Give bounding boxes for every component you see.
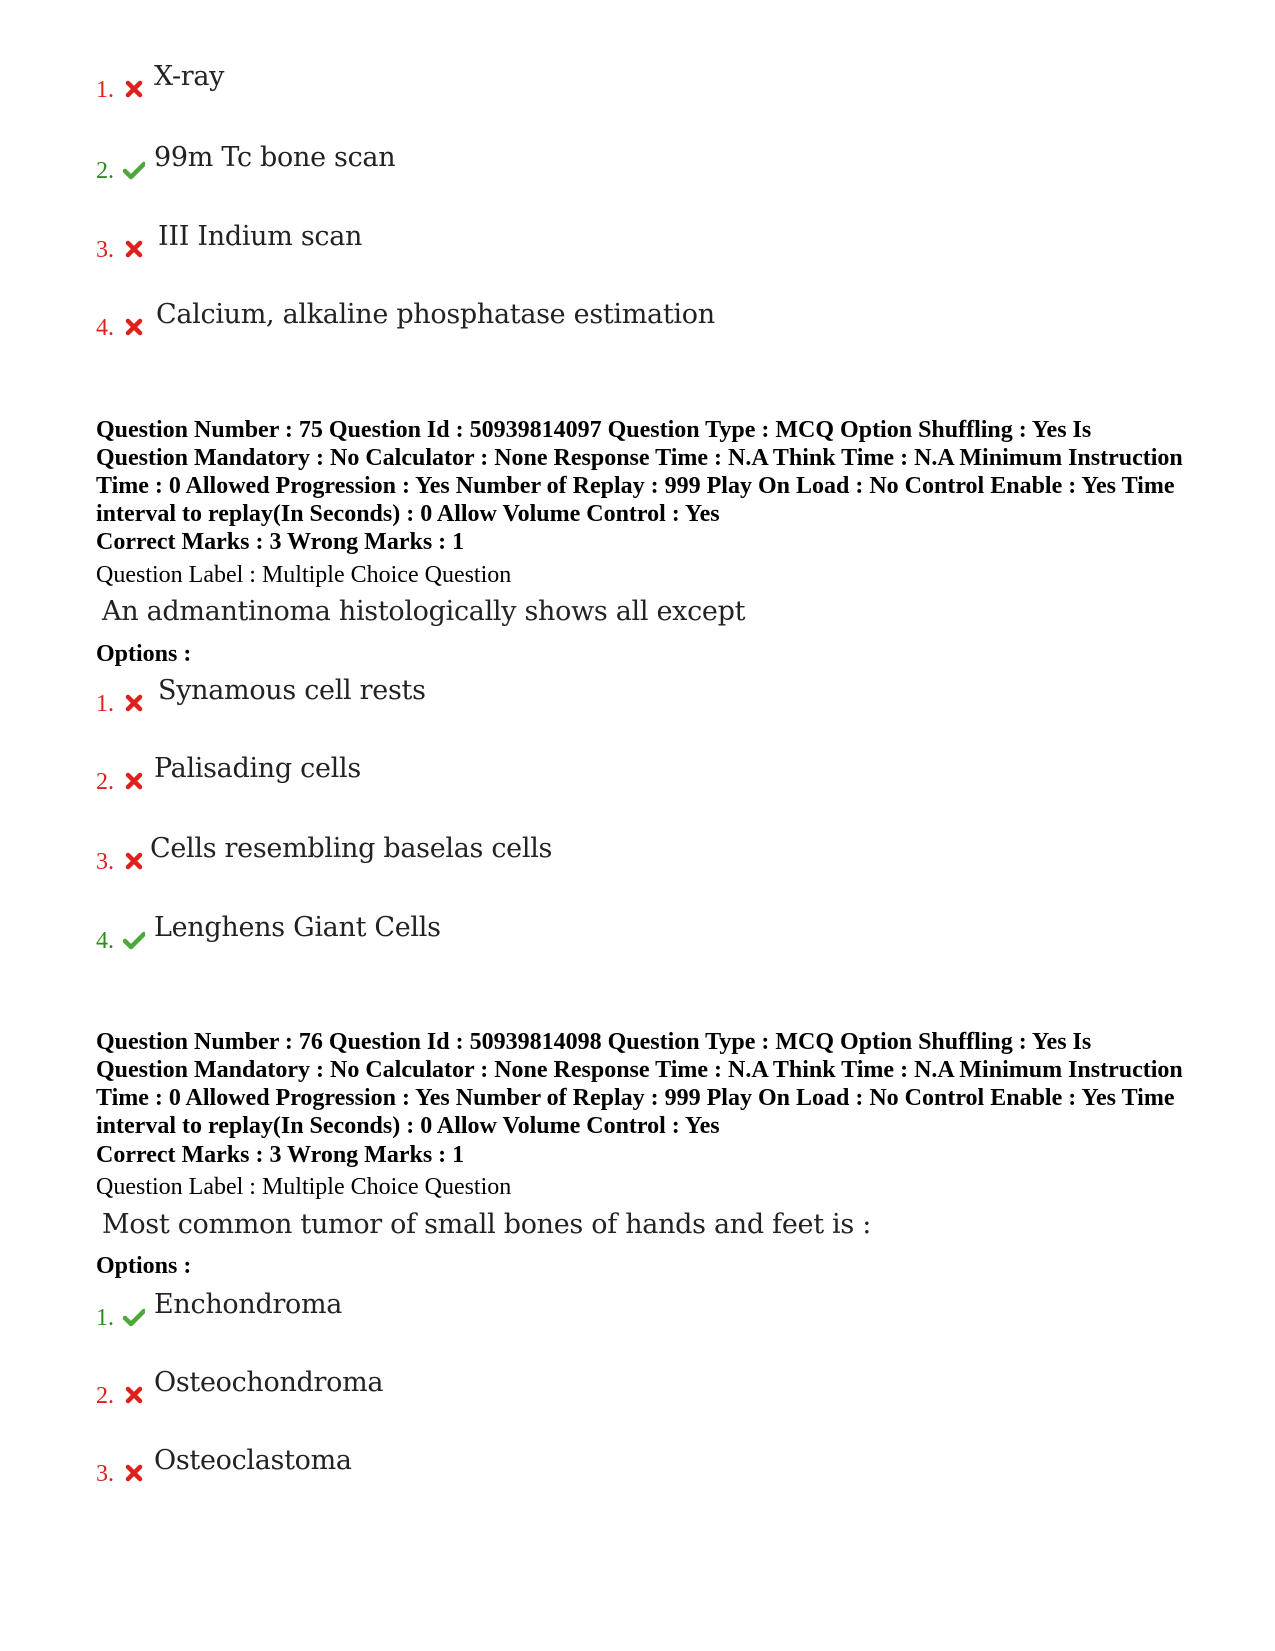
option-row: [96, 1368, 996, 1408]
option-row: [96, 222, 996, 262]
option-number: 3.: [96, 1461, 114, 1487]
option-text: Lenghens Giant Cells: [154, 912, 441, 943]
cross-icon: [123, 1462, 145, 1484]
check-icon: [123, 159, 145, 181]
question-marks: Correct Marks : 3 Wrong Marks : 1: [96, 529, 465, 555]
option-row: [96, 300, 996, 340]
cross-icon: [123, 692, 145, 714]
option-row: [96, 754, 996, 794]
question-marks: Correct Marks : 3 Wrong Marks : 1: [96, 1142, 465, 1168]
option-row: [96, 676, 996, 716]
option-number: 2.: [96, 158, 114, 184]
option-text: Palisading cells: [154, 753, 361, 784]
option-text: Osteoclastoma: [154, 1445, 352, 1476]
cross-icon: [123, 770, 145, 792]
option-number: 4.: [96, 315, 114, 341]
option-number: 2.: [96, 769, 114, 795]
option-text: Osteochondroma: [154, 1367, 384, 1398]
check-icon: [123, 929, 145, 951]
question-text: Most common tumor of small bones of hands and feet is :: [102, 1209, 872, 1240]
question-label: Question Label : Multiple Choice Question: [96, 1174, 512, 1200]
option-number: 4.: [96, 928, 114, 954]
option-text: X-ray: [154, 61, 225, 92]
cross-icon: [123, 1384, 145, 1406]
option-row: [96, 1446, 996, 1486]
option-text: III Indium scan: [158, 221, 363, 252]
option-row: [96, 834, 996, 874]
cross-icon: [123, 316, 145, 338]
option-row: [96, 913, 996, 953]
option-number: 1.: [96, 1305, 114, 1331]
option-number: 2.: [96, 1383, 114, 1409]
option-number: 1.: [96, 691, 114, 717]
cross-icon: [123, 238, 145, 260]
options-label: Options :: [96, 1253, 192, 1279]
question-label: Question Label : Multiple Choice Question: [96, 562, 512, 588]
option-row: [96, 143, 996, 183]
option-number: 3.: [96, 237, 114, 263]
option-text: Synamous cell rests: [158, 675, 426, 706]
question-metadata: Question Number : 76 Question Id : 50939814098 Question Type : MCQ Option Shuffling : Yes Is Question Mandatory : No Calculator : None Response Time : N.A Think Time : N.A Minimum Instruction Time : 0 Allowed Progression : Yes Number of Replay : 999 Play On Load : No Control Enable : Yes Time interval to replay(In Seconds) : 0 Allow Volume Control : Yes: [96, 1029, 1183, 1139]
option-number: 3.: [96, 849, 114, 875]
cross-icon: [123, 850, 145, 872]
option-text: Cells resembling baselas cells: [150, 833, 553, 864]
option-text: Calcium, alkaline phosphatase estimation: [156, 299, 715, 330]
cross-icon: [123, 78, 145, 100]
option-text: Enchondroma: [154, 1289, 343, 1320]
question-text: An admantinoma histologically shows all except: [102, 596, 746, 627]
option-row: [96, 62, 996, 102]
option-text: 99m Tc bone scan: [154, 142, 396, 173]
option-row: [96, 1290, 996, 1330]
check-icon: [123, 1306, 145, 1328]
option-number: 1.: [96, 77, 114, 103]
options-label: Options :: [96, 641, 192, 667]
question-metadata: Question Number : 75 Question Id : 50939814097 Question Type : MCQ Option Shuffling : Yes Is Question Mandatory : No Calculator : None Response Time : N.A Think Time : N.A Minimum Instruction Time : 0 Allowed Progression : Yes Number of Replay : 999 Play On Load : No Control Enable : Yes Time interval to replay(In Seconds) : 0 Allow Volume Control : Yes: [96, 417, 1183, 527]
